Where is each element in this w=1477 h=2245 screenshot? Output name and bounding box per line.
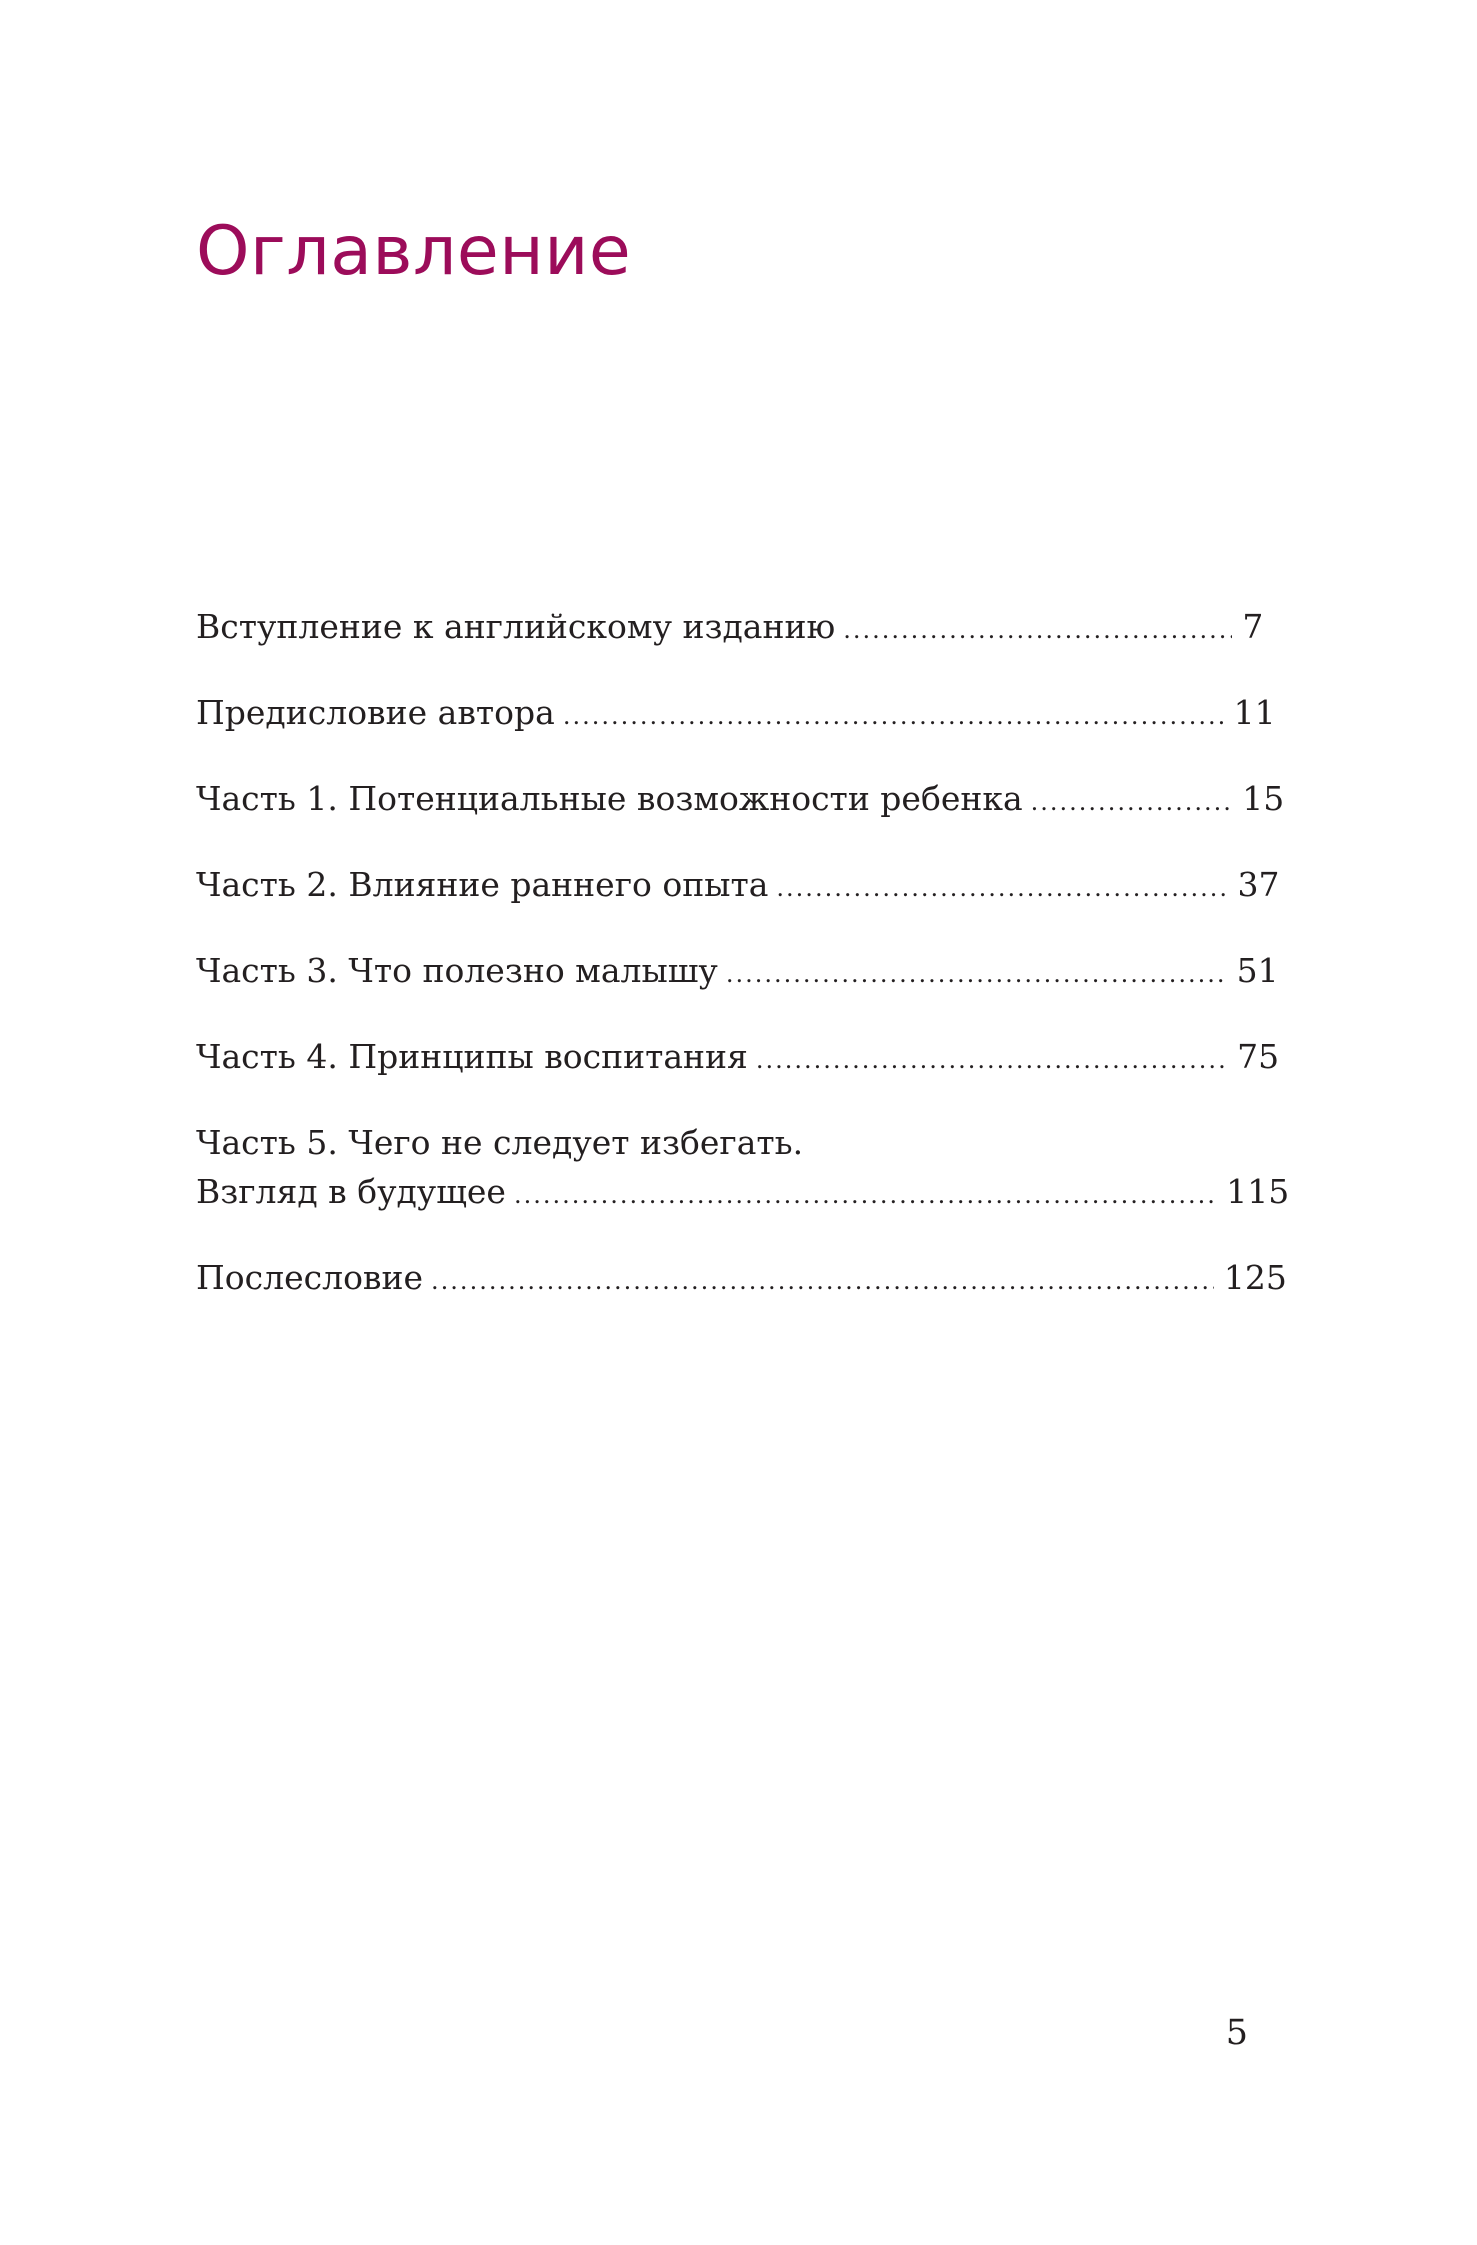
toc-entry-title: Часть 2. Влияние раннего опыта xyxy=(196,865,769,904)
toc-entry-page: 15 xyxy=(1242,779,1285,818)
page-number: 5 xyxy=(1225,2013,1248,2053)
toc-line xyxy=(196,865,1280,907)
toc-entry xyxy=(196,1258,1287,1300)
toc-entry xyxy=(196,1037,1280,1079)
toc-entry xyxy=(196,1123,1290,1214)
toc-entry-page: 51 xyxy=(1236,951,1279,990)
toc-entry-title: Послесловие xyxy=(196,1258,424,1297)
toc-line xyxy=(196,779,1285,821)
toc-entry-title: Часть 3. Что полезно малышу xyxy=(196,951,718,990)
toc-entry-title-line1: Часть 5. Чего не следует избегать. xyxy=(196,1123,804,1162)
toc-line xyxy=(196,693,1276,735)
toc-entry xyxy=(196,951,1279,993)
toc-entry-page: 75 xyxy=(1237,1037,1280,1076)
toc-entry-page: 7 xyxy=(1242,607,1264,646)
toc-line xyxy=(196,1258,1287,1300)
dot-leader xyxy=(726,956,1227,993)
toc-entry-title-line2: Взгляд в будущее xyxy=(196,1172,506,1211)
toc-entry-page: 11 xyxy=(1233,693,1276,732)
toc-entry-title: Часть 4. Принципы воспитания xyxy=(196,1037,748,1076)
table-of-contents xyxy=(196,607,1290,1345)
dot-leader xyxy=(514,1177,1216,1214)
toc-entry xyxy=(196,865,1280,907)
toc-entry-page: 115 xyxy=(1226,1172,1290,1211)
toc-line xyxy=(196,951,1279,993)
toc-entry-title: Вступление к английскому изданию xyxy=(196,607,836,646)
dot-leader xyxy=(563,698,1224,735)
toc-entry xyxy=(196,607,1264,649)
toc-entry xyxy=(196,779,1285,821)
dot-leader xyxy=(431,1263,1214,1300)
toc-line xyxy=(196,1037,1280,1079)
toc-entry-title: Предисловие автора xyxy=(196,693,555,732)
toc-line xyxy=(196,607,1264,649)
dot-leader xyxy=(1031,784,1233,821)
toc-line xyxy=(196,1172,1290,1214)
toc-entry xyxy=(196,693,1276,735)
toc-entry-page: 37 xyxy=(1237,865,1280,904)
dot-leader xyxy=(756,1042,1227,1079)
dot-leader xyxy=(776,870,1227,907)
page-title: Оглавление xyxy=(196,212,632,291)
dot-leader xyxy=(843,612,1232,649)
toc-entry-page: 125 xyxy=(1223,1258,1287,1297)
toc-entry-title: Часть 1. Потенциальные возможности ребенка xyxy=(196,779,1023,818)
